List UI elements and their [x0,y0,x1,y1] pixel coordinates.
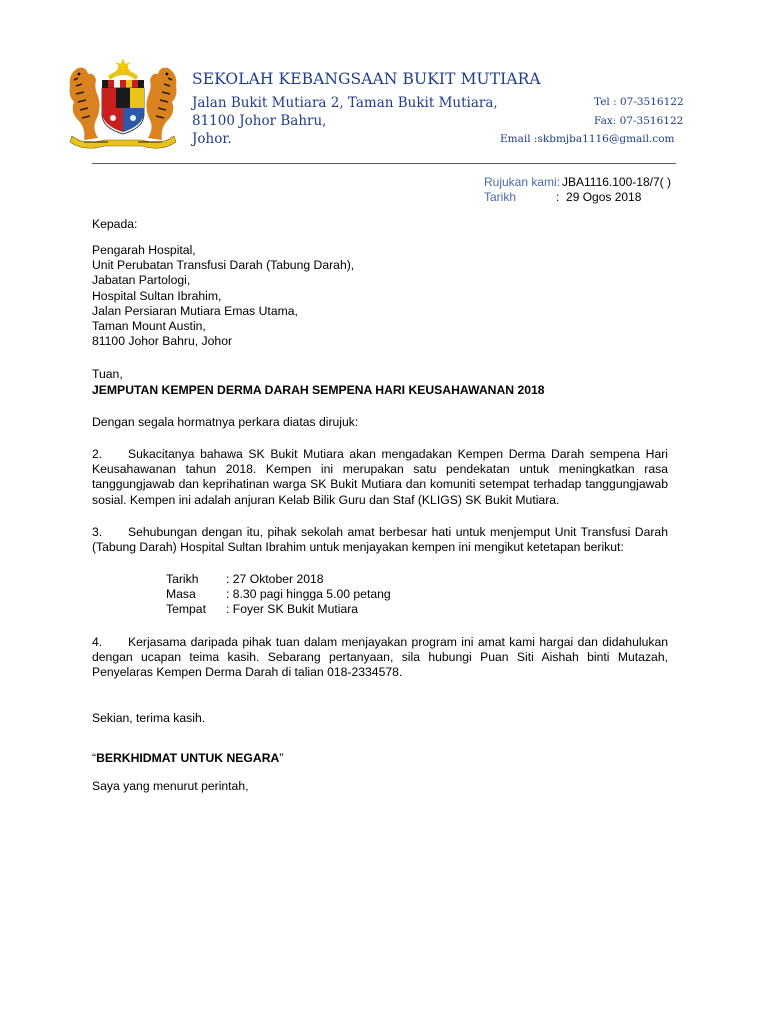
recipient-line: Taman Mount Austin, [92,319,206,334]
school-name: SEKOLAH KEBANGSAAN BUKIT MUTIARA [192,70,541,88]
closing-line: Sekian, terima kasih. [92,711,206,725]
detail-row-date [166,572,742,587]
detail-value: : 27 Oktober 2018 [226,572,324,586]
motto [92,751,668,766]
reference-date-row [484,190,671,205]
paragraph-number: 2. [92,447,103,461]
recipient-line: Jabatan Partologi, [92,273,191,288]
paragraph-text: Sukacitanya bahawa SK Bukit Mutiara akan mengadakan Kempen Derma Darah sempena Hari Keusahawanan tahun 2018. Kempen ini merupakan satu pendekatan untuk meningkatkan rasa tanggungjawab dan keprihatinan warga SK Bukit Mutiara dan komuniti setempat terhadap tanggungjawab sosial. Kempen ini adalah anjuran Kelab Bilik Guru dan Staf (KLIGS) SK Bukit Mutiara. [92,447,668,507]
letterhead-divider [92,163,676,164]
recipient-line: Hospital Sultan Ibrahim, [92,288,222,303]
school-telephone: Tel : 07-3516122 [594,96,684,108]
reference-number: JBA1116.100-18/7( ) [562,175,671,189]
paragraph-text: Sehubungan dengan itu, pihak sekolah amat berbesar hati untuk menjemput Unit Transfusi Darah (Tabung Darah) Hospital Sultan Ibrahim untuk menjayakan kempen ini mengikut ketetapan berikut: [92,525,668,555]
paragraph-number: 3. [92,525,103,539]
school-fax: Fax: 07-3516122 [594,115,684,127]
reference-label: Rujukan kami: [484,175,561,189]
paragraph-4 [92,635,668,681]
detail-label: Tempat [166,602,206,617]
motto-open-quote: “ [92,751,97,765]
motto-text: BERKHIDMAT UNTUK NEGARA [96,751,280,765]
date-separator: : [556,190,560,204]
recipient-line: Jalan Persiaran Mutiara Emas Utama, [92,303,298,318]
paragraph-3 [92,525,668,555]
detail-label: Masa [166,587,196,602]
school-email: Email :skbmjba1116@gmail.com [500,133,675,145]
greeting: Tuan, [92,367,123,381]
recipient-address [92,243,668,349]
detail-value: : 8.30 pagi hingga 5.00 petang [226,587,391,602]
opening-line: Dengan segala hormatnya perkara diatas dirujuk: [92,415,359,429]
letter-date: 29 Ogos 2018 [566,190,642,204]
johor-state-crest-icon [64,56,182,150]
reference-number-row [484,175,671,190]
letter-subject: JEMPUTAN KEMPEN DERMA DARAH SEMPENA HARI KEUSAHAWANAN 2018 [92,383,545,397]
school-address-line2: 81100 Johor Bahru, [192,113,327,129]
detail-row-venue [166,602,742,617]
school-address-line3: Johor. [192,131,232,147]
detail-value: : Foyer SK Bukit Mutiara [226,602,359,617]
signoff: Saya yang menurut perintah, [92,779,249,793]
letterhead [0,0,768,175]
reference-block [484,175,671,205]
detail-label: Tarikh [166,572,199,586]
recipient-line: Pengarah Hospital, [92,243,196,257]
to-label: Kepada: [92,217,138,231]
school-address-line1: Jalan Bukit Mutiara 2, Taman Bukit Mutiara, [192,95,498,111]
paragraph-number: 4. [92,635,103,649]
date-label: Tarikh [484,190,517,204]
detail-row-time [166,587,742,602]
paragraph-text: Kerjasama daripada pihak tuan dalam menjayakan program ini amat kami hargai dan didahulukan dengan ucapan teima kasih. Sebarang pertanyaan, sila hubungi Puan Siti Aishah binti Mutazah, Penyelaras Kempen Derma Darah di talian 018-2334578. [92,635,668,680]
motto-close-quote: ” [279,751,284,765]
paragraph-2 [92,447,668,508]
recipient-line: Unit Perubatan Transfusi Darah (Tabung Darah), [92,258,355,273]
event-details [166,572,742,618]
recipient-line: 81100 Johor Bahru, Johor [92,334,233,349]
